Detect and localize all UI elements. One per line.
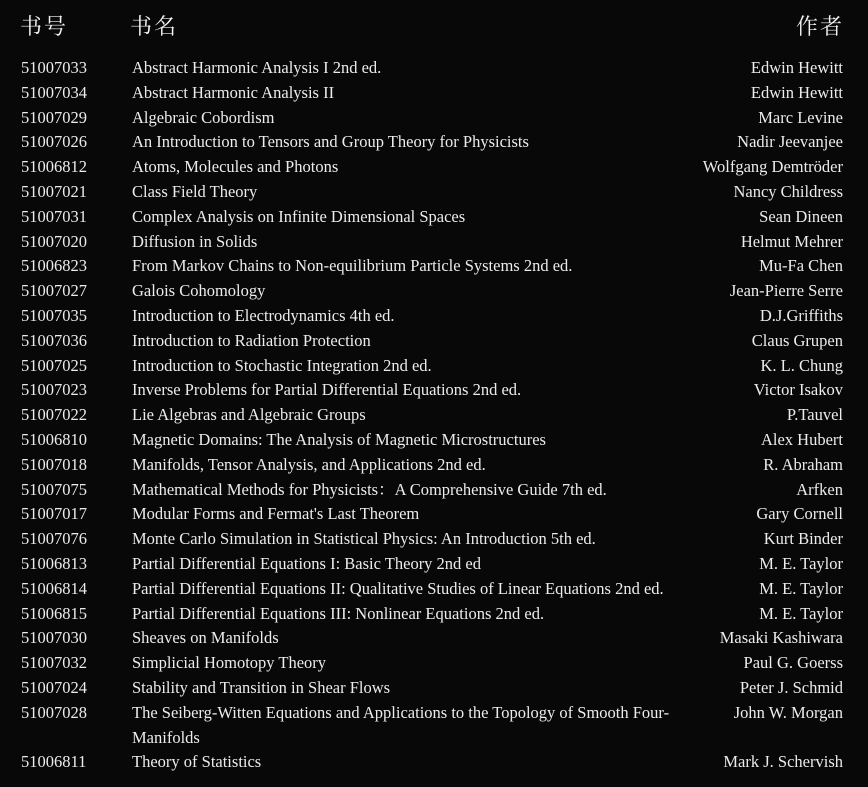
table-row [0, 180, 868, 205]
table-row [0, 676, 868, 701]
table-row [0, 453, 868, 478]
book-author: Peter J. Schmid [739, 677, 843, 697]
table-row [0, 651, 868, 676]
book-no: 51006813 [21, 553, 87, 573]
table-row [0, 155, 868, 180]
header-author: 作者 [795, 15, 844, 40]
table-row [0, 329, 868, 354]
table-row [0, 552, 868, 577]
book-no: 51007029 [21, 107, 87, 127]
book-no: 51007024 [21, 677, 87, 697]
book-title: Partial Differential Equations II: Qualitative Studies of Linear Equations 2nd ed. [132, 578, 664, 598]
book-author: M. E. Taylor [759, 578, 843, 598]
book-no: 51006811 [21, 752, 87, 772]
book-no: 51006815 [21, 603, 87, 623]
table-row [0, 502, 868, 527]
book-no: 51007017 [21, 504, 87, 524]
book-author: K. L. Chung [760, 355, 843, 375]
book-no: 51006814 [21, 578, 87, 598]
book-author: Nadir Jeevanjee [737, 132, 843, 152]
book-title: Algebraic Cobordism [132, 107, 275, 127]
table-row [0, 230, 868, 255]
book-title: Partial Differential Equations I: Basic Theory 2nd ed [132, 553, 482, 573]
book-no: 51007018 [21, 454, 87, 474]
book-title: Introduction to Stochastic Integration 2nd ed. [132, 355, 432, 375]
book-no: 51007022 [21, 405, 87, 425]
table-row [0, 428, 868, 453]
book-title: Sheaves on Manifolds [132, 628, 279, 648]
book-no: 51007076 [21, 529, 87, 549]
book-title: Inverse Problems for Partial Differential Equations 2nd ed. [132, 380, 522, 400]
book-author: Masaki Kashiwara [719, 628, 843, 648]
book-author: M. E. Taylor [759, 553, 843, 573]
book-no: 51007026 [21, 132, 87, 152]
table-row [0, 56, 868, 81]
book-author: Claus Grupen [751, 330, 843, 350]
table-row [0, 279, 868, 304]
table-row [0, 378, 868, 403]
book-author: D.J.Griffiths [759, 305, 843, 325]
book-title: Mathematical Methods for Physicists：A Comprehensive Guide 7th ed. [132, 479, 607, 499]
book-author: Mark J. Schervish [723, 752, 843, 772]
book-title: The Seiberg-Witten Equations and Applications to the Topology of Smooth Four-Manifolds [132, 702, 670, 747]
book-author: Nancy Childress [733, 181, 843, 201]
book-author: Gary Cornell [756, 504, 843, 524]
book-title: Theory of Statistics [132, 752, 262, 772]
book-no: 51007030 [21, 628, 87, 648]
book-author: Edwin Hewitt [750, 82, 843, 102]
book-author: Jean-Pierre Serre [729, 281, 843, 301]
book-table [0, 56, 868, 775]
book-no: 51007020 [21, 231, 87, 251]
book-no: 51006823 [21, 256, 87, 276]
book-no: 51007075 [21, 479, 87, 499]
table-row [0, 304, 868, 329]
book-author: Wolfgang Demtröder [702, 157, 843, 177]
book-no: 51007031 [21, 206, 87, 226]
book-author: Kurt Binder [763, 529, 843, 549]
header-book-no: 书号 [20, 15, 69, 40]
book-title: Galois Cohomology [132, 281, 266, 301]
book-no: 51007034 [21, 82, 87, 102]
book-title: From Markov Chains to Non-equilibrium Particle Systems 2nd ed. [132, 256, 573, 276]
book-title: An Introduction to Tensors and Group Theory for Physicists [132, 132, 529, 152]
book-title: Stability and Transition in Shear Flows [132, 677, 391, 697]
book-no: 51007025 [21, 355, 87, 375]
book-no: 51006812 [21, 157, 87, 177]
table-row [0, 602, 868, 627]
book-author: John W. Morgan [733, 702, 843, 722]
book-title: Manifolds, Tensor Analysis, and Applications 2nd ed. [132, 454, 486, 474]
table-row [0, 106, 868, 131]
table-row [0, 750, 868, 775]
book-author: Arfken [796, 479, 843, 499]
book-no: 51006810 [21, 429, 87, 449]
book-title: Abstract Harmonic Analysis I 2nd ed. [132, 58, 382, 77]
book-title: Atoms, Molecules and Photons [132, 157, 339, 177]
book-author: P.Tauvel [786, 405, 843, 425]
book-title: Monte Carlo Simulation in Statistical Physics: An Introduction 5th ed. [132, 529, 596, 549]
table-row [0, 577, 868, 602]
book-no: 51007028 [21, 702, 87, 722]
book-author: Alex Hubert [760, 429, 843, 449]
book-no: 51007023 [21, 380, 87, 400]
book-title: Introduction to Electrodynamics 4th ed. [132, 305, 395, 325]
table-row [0, 478, 868, 503]
book-title: Lie Algebras and Algebraic Groups [132, 405, 366, 425]
book-no: 51007021 [21, 181, 87, 201]
table-row [0, 130, 868, 155]
book-no: 51007027 [21, 281, 87, 301]
book-title: Simplicial Homotopy Theory [132, 653, 327, 673]
book-author: M. E. Taylor [759, 603, 843, 623]
table-row [0, 626, 868, 651]
book-author: Mu-Fa Chen [759, 256, 843, 276]
book-title: Diffusion in Solids [132, 231, 258, 251]
book-no: 51007036 [21, 330, 87, 350]
book-title: Introduction to Radiation Protection [132, 330, 371, 350]
table-row [0, 354, 868, 379]
table-row [0, 527, 868, 552]
book-title: Partial Differential Equations III: Nonlinear Equations 2nd ed. [132, 603, 545, 623]
table-header [0, 0, 868, 52]
book-no: 51007032 [21, 653, 87, 673]
table-row [0, 81, 868, 106]
header-title: 书名 [130, 15, 179, 40]
book-author: Victor Isakov [753, 380, 843, 400]
book-title: Complex Analysis on Infinite Dimensional Spaces [132, 206, 466, 226]
book-author: R. Abraham [763, 454, 843, 474]
table-row [0, 254, 868, 279]
book-author: Paul G. Goerss [743, 653, 843, 673]
book-title: Class Field Theory [132, 181, 258, 201]
book-title: Modular Forms and Fermat's Last Theorem [132, 504, 420, 524]
book-author: Sean Dineen [759, 206, 843, 226]
book-no: 51007033 [21, 58, 87, 77]
table-row [0, 403, 868, 428]
table-row [0, 701, 868, 751]
book-title: Magnetic Domains: The Analysis of Magnetic Microstructures [132, 429, 546, 449]
book-author: Edwin Hewitt [750, 58, 843, 77]
book-author: Marc Levine [758, 107, 843, 127]
book-no: 51007035 [21, 305, 87, 325]
book-author: Helmut Mehrer [740, 231, 843, 251]
book-title: Abstract Harmonic Analysis II [132, 82, 335, 102]
table-row [0, 205, 868, 230]
